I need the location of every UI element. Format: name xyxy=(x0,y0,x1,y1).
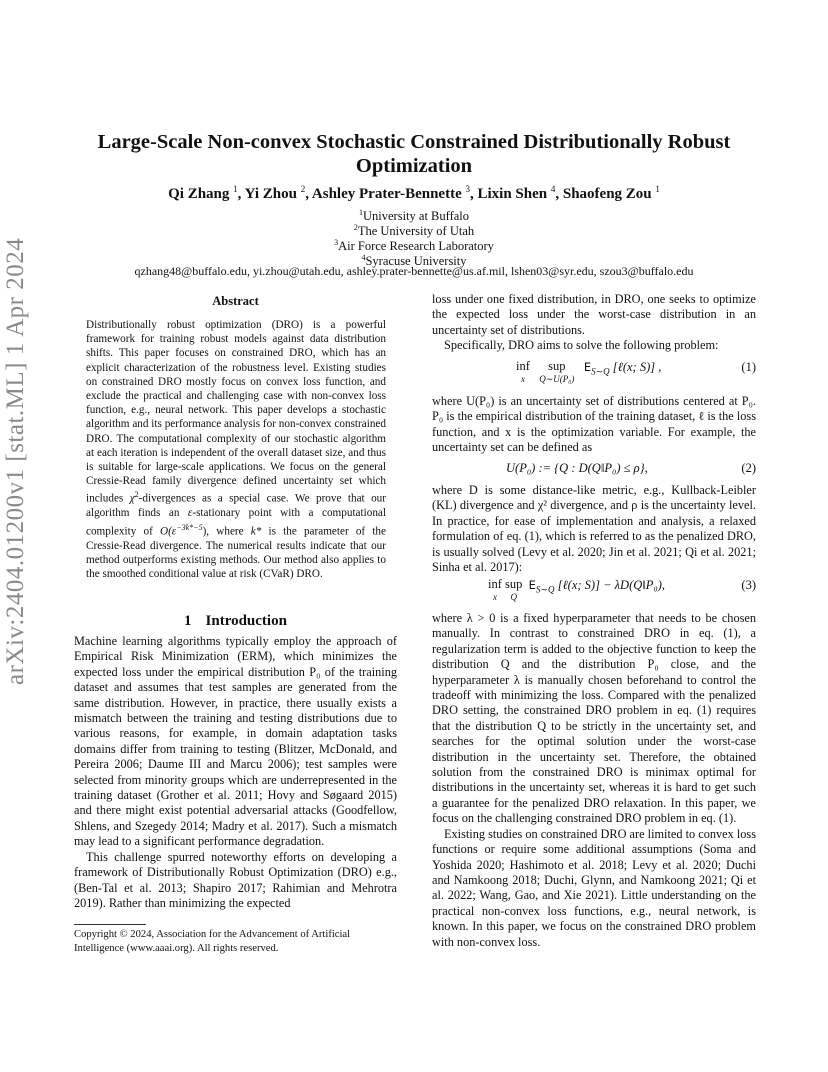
arxiv-id: arXiv:2404.01200v1 [stat.ML] 1 Apr 2024 xyxy=(2,237,29,685)
affiliation-mark: 2 xyxy=(353,223,358,232)
author-name: Ashley Prater-Bennette xyxy=(311,186,462,202)
author-emails: qzhang48@buffalo.edu, yi.zhou@utah.edu, ashley.prater-bennette@us.af.mil, lshen03@syr.edu, szou3@buffalo.edu xyxy=(134,264,694,278)
equation-number: (2) xyxy=(741,461,756,475)
author-mark: 1 xyxy=(655,184,660,194)
footnote-rule xyxy=(74,924,146,925)
paragraph: Specifically, DRO aims to solve the following problem: xyxy=(444,338,719,353)
paragraph: Machine learning algorithms typically employ the approach of Empirical Risk Minimization (ERM), which minimizes the expected loss under the empirical distribution P₀ of the training dataset and assumes that test samples are generated from the same distribution. However, in practice, there usually exists a mismatch between the training and testing distributions due to various reasons, for example, in domain adaptation tasks domains differ from training to testing (Blitzer, McDonald, and Pereira 2006; Daume III and Marcu 2006); test samples were selected from minority groups which are underrepresented in the training dataset (Grother et al. 2011; Hovy and Søgaard 2015) and there might exist potential adversarial attacks (Goodfellow, Shlens, and Szegedy 2014; Madry et al. 2017). Such a mismatch may lead to a significant performance degradation. xyxy=(74,634,397,849)
paragraph: loss under one fixed distribution, in DRO, one seeks to optimize the expected loss under the worst-case distribution in an uncertainty set of distributions. xyxy=(432,292,756,337)
affiliation-mark: 1 xyxy=(359,208,363,217)
paragraph: where λ > 0 is a fixed hyperparameter that needs to be chosen manually. In contrast to constrained DRO in eq. (1), a regularization term is added to the objective function to keep the distribution Q and the distribution P₀ close, and the hyperparameter λ is manually chosen beforehand to control the tradeoff with minimizing the loss. Compared with the penalized DRO setting, the constrained DRO problem in eq. (1) requires that the distribution Q to be strictly in the uncertainty set, and searches for the optimal solution under the worst-case distribution in the uncertainty set. Therefore, the obtained solution from the constrained DRO is minimax optimal for distributions in the uncertainty set, whereas it is hard to get such a guarantee for the penalized DRO relaxation. In this paper, we focus on the challenging constrained DRO problem in eq. (1). xyxy=(432,611,756,826)
affiliation-mark: 3 xyxy=(334,238,339,247)
equation-number: (3) xyxy=(741,578,756,592)
paragraph: where U(P₀) is an uncertainty set of distributions centered at P₀. P₀ is the empirical distribution of the training dataset, ℓ is the loss function, and x is the optimization variable. For example, the uncertainty set can be defined as xyxy=(432,394,756,455)
section-heading xyxy=(74,613,397,630)
equation-number: (1) xyxy=(741,360,756,374)
affiliation-name: Air Force Research Laboratory xyxy=(338,239,494,254)
paper-title: Large-Scale Non-convex Stochastic Constrained Distributionally Robust Optimization xyxy=(97,131,731,177)
author-mark: 4 xyxy=(550,184,556,194)
affiliation-mark: 4 xyxy=(361,253,366,262)
section-title: Introduction xyxy=(205,613,287,629)
equation-expression: inf x sup Q $E_{S\sim Q}$ [ℓ(x; S)] − λD(Q‖P₀), xyxy=(488,577,666,602)
author-mark: 2 xyxy=(300,184,306,194)
author-list: Qi Zhang $^1$, Yi Zhou $^2$, Ashley Prater-Bennette $^3$, Lixin Shen $^4$, Shaofeng Zou $^1$ xyxy=(168,184,660,202)
introduction-body xyxy=(74,634,397,911)
right-column-body xyxy=(432,611,756,950)
equation-3 xyxy=(432,578,756,606)
author-name: Shaofeng Zou xyxy=(562,186,652,202)
equation-expression: inf x sup Q∼U(P₀) $E_{S\sim Q}$ [ℓ(x; S)] , xyxy=(516,359,662,384)
right-column-intro xyxy=(432,292,756,354)
paragraph: Existing studies on constrained DRO are limited to convex loss functions or require some additional assumptions (Soma and Yoshida 2020; Hashimoto et al. 2018; Levy et al. 2020; Duchi and Namkoong 2018; Duchi, Glynn, and Namkoong 2021; Qi et al. 2022; Wang, Gao, and Xie 2021). Little understanding on the practical non-convex loss functions, e.g., neural network, is known. In this paper, we focus on the constrained DRO problem with non-convex loss. xyxy=(432,826,756,949)
equation-1 xyxy=(432,360,756,388)
abstract-heading: Abstract xyxy=(212,294,259,308)
author-mark: 3 xyxy=(465,184,470,194)
affiliation-name: Syracuse University xyxy=(365,254,467,269)
section-number: 1 xyxy=(184,613,192,629)
author-name: Yi Zhou xyxy=(244,186,297,202)
author-mark: 1 xyxy=(233,184,238,194)
equation-2 xyxy=(432,461,756,479)
affiliation-name: University at Buffalo xyxy=(363,209,469,224)
author-name: Qi Zhang xyxy=(168,186,230,202)
equation-expression: U(P₀) := {Q : D(Q‖P₀) ≤ ρ}, xyxy=(506,461,648,475)
abstract-text: Distributionally robust optimization (DRO) is a powerful framework for training robust models against data distribution shifts. This paper focuses on constrained DRO, which has an explicit characterization of the robustness level. Existing studies on constrained DRO mostly focus on convex loss function, and exclude the practical and challenging case with non-convex loss function, e.g., neural network. This paper develops a stochastic algorithm and its performance analysis for non-convex constrained DRO. The computational complexity of our stochastic algorithm at each iteration is independent of the overall dataset size, and thus is suitable for large-scale applications. We focus on the general Cressie-Read family divergence defined uncertainty set which includes $\chi^2$-divergences as a special case. We prove that our algorithm finds an ε-stationary point with a computational complexity of $O(\varepsilon^{-3k*-5})$, where k* is the parameter of the Cressie-Read divergence. The numerical results indicate that our method outperforms existing methods. Our method also applies to the smoothed conditional value at risk (CVaR) DRO. xyxy=(86,319,387,580)
paragraph: This challenge spurred noteworthy efforts on developing a framework of Distributionally Robust Optimization (DRO) e.g., (Ben-Tal et al. 2013; Shapiro 2017; Rahimian and Mehrotra 2019). Rather than minimizing the expected xyxy=(74,849,397,910)
author-name: Lixin Shen xyxy=(477,186,548,202)
copyright-footnote: Copyright © 2024, Association for the Advancement of Artificial Intelligence (www.aaai.org). All rights reserved. xyxy=(74,929,351,954)
affiliation-name: The University of Utah xyxy=(357,224,475,239)
paragraph: where D is some distance-like metric, e.g., Kullback-Leibler (KL) divergence and χ² divergence, and ρ is the uncertainty level. In practice, for ease of implementation and analysis, a relaxed formulation of eq. (1), which is referred to as the penalized DRO, is usually solved (Levy et al. 2020; Jin et al. 2021; Qi et al. 2021; Sinha et al. 2017): xyxy=(432,483,756,575)
